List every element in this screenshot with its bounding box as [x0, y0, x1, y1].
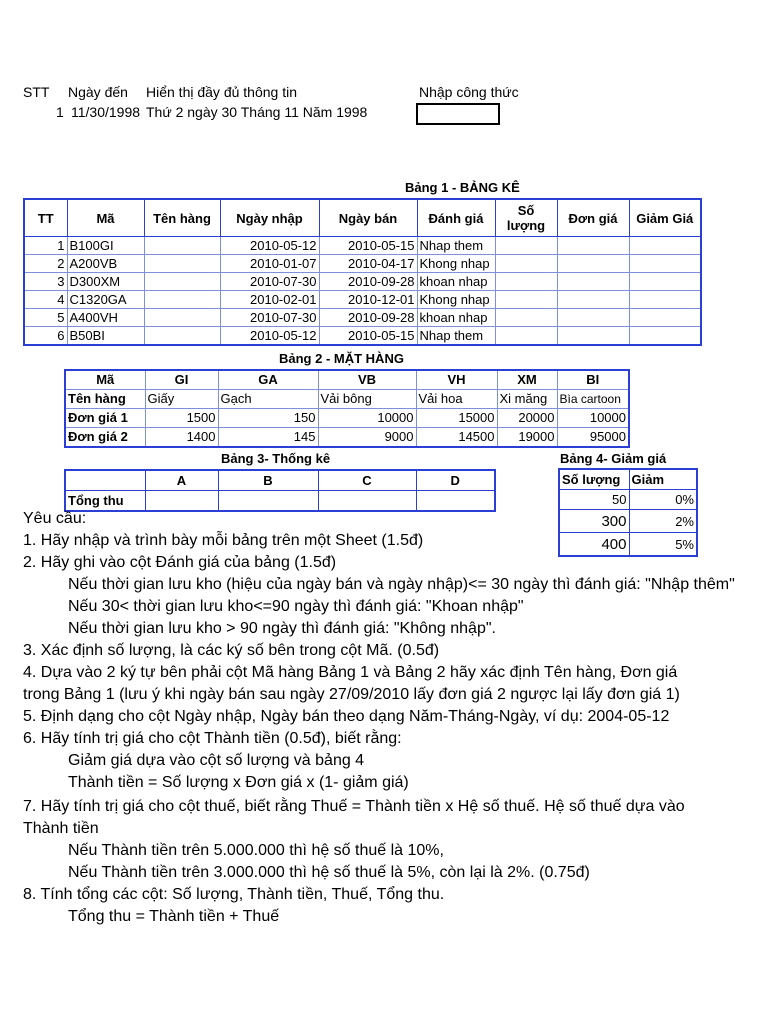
table-row	[559, 490, 697, 510]
cell-don-gia-1[interactable]: 1500	[145, 409, 218, 428]
cell-don-gia-1[interactable]: 10000	[557, 409, 629, 428]
cell-giam-gia[interactable]	[629, 291, 701, 309]
cell-danh-gia[interactable]: Khong nhap	[417, 291, 495, 309]
table1-header-cell: Đánh giá	[417, 199, 495, 237]
requirement-line: 2. Hãy ghi vào cột Đánh giá của bảng (1.5đ)	[23, 554, 337, 571]
table2-header-cell: BI	[557, 370, 629, 390]
table4-header-cell: Giảm	[629, 469, 697, 490]
requirement-line: Nếu Thành tiền trên 5.000.000 thì hệ số thuế là 10%,	[68, 842, 444, 859]
cell-giam-gia[interactable]	[629, 237, 701, 255]
cell-tt[interactable]: 2	[24, 255, 67, 273]
cell-ten-hang[interactable]: Vải bông	[318, 390, 416, 409]
cell-giam[interactable]: 2%	[629, 510, 697, 533]
table-row	[24, 255, 701, 273]
cell-ma[interactable]: A200VB	[67, 255, 144, 273]
table2-don-gia-1-row	[65, 409, 629, 428]
cell-ngay-nhap[interactable]: 2010-02-01	[220, 291, 319, 309]
table1-header-cell: Ngày nhập	[220, 199, 319, 237]
cell-ten-hang[interactable]	[144, 255, 220, 273]
cell-tt[interactable]: 4	[24, 291, 67, 309]
table3-tong-thu-row	[65, 491, 495, 512]
requirement-line: Nếu thời gian lưu kho > 90 ngày thì đánh giá: "Không nhập".	[68, 620, 496, 637]
table2-header-cell: GA	[218, 370, 318, 390]
cell-ma[interactable]: A400VH	[67, 309, 144, 327]
table1-header-cell: Ngày bán	[319, 199, 417, 237]
cell-tt[interactable]: 1	[24, 237, 67, 255]
table3-header-cell: D	[416, 470, 495, 491]
requirement-line: 8. Tính tổng các cột: Số lượng, Thành tiền, Thuế, Tổng thu.	[23, 886, 445, 903]
table-row	[24, 309, 701, 327]
table3-header-cell: A	[145, 470, 218, 491]
cell-ngay-nhap[interactable]: 2010-07-30	[220, 273, 319, 291]
ngay-den-label: Ngày đến	[68, 84, 128, 100]
row-label: Tên hàng	[65, 390, 145, 409]
requirement-line: 4. Dựa vào 2 ký tự bên phải cột Mã hàng Bảng 1 và Bảng 2 hãy xác định Tên hàng, Đơn giá	[23, 664, 678, 681]
cell-ngay-nhap[interactable]: 2010-01-07	[220, 255, 319, 273]
table2-header-cell: VH	[416, 370, 497, 390]
cell-ngay-ban[interactable]: 2010-09-28	[319, 309, 417, 327]
cell-so-luong[interactable]: 300	[559, 510, 629, 533]
table-row	[559, 510, 697, 533]
cell-ngay-nhap[interactable]: 2010-05-12	[220, 327, 319, 346]
row-label: Tổng thu	[65, 491, 145, 512]
cell-tong-thu[interactable]	[218, 491, 318, 512]
table4-title: Bảng 4- Giảm giá	[560, 451, 667, 466]
cell-ngay-ban[interactable]: 2010-05-15	[319, 327, 417, 346]
cell-don-gia[interactable]	[557, 255, 629, 273]
cell-tong-thu[interactable]	[318, 491, 416, 512]
cell-ten-hang[interactable]	[144, 273, 220, 291]
table2-header-cell: GI	[145, 370, 218, 390]
row-stt: 1	[56, 104, 64, 120]
table-row	[24, 327, 701, 346]
cell-don-gia-1[interactable]: 20000	[497, 409, 557, 428]
cell-tt[interactable]: 6	[24, 327, 67, 346]
cell-ten-hang[interactable]	[144, 291, 220, 309]
table4-header-row	[559, 469, 697, 490]
stt-label: STT	[23, 84, 50, 100]
table1-header-cell: Số lượng	[495, 199, 557, 237]
cell-danh-gia[interactable]: khoan nhap	[417, 309, 495, 327]
cell-ngay-nhap[interactable]: 2010-07-30	[220, 309, 319, 327]
cell-tong-thu[interactable]	[416, 491, 495, 512]
cell-ngay-ban[interactable]: 2010-09-28	[319, 273, 417, 291]
row-date: 11/30/1998	[71, 104, 141, 120]
table-row	[24, 273, 701, 291]
hien-thi-label: Hiển thị đầy đủ thông tin	[146, 84, 297, 100]
table3-header-cell	[65, 470, 145, 491]
requirement-line: 7. Hãy tính trị giá cho cột thuế, biết rằng Thuế = Thành tiền x Hệ số thuế. Hệ số thuế dựa vào	[23, 798, 685, 815]
cell-don-gia-2[interactable]: 19000	[497, 428, 557, 448]
cell-ngay-ban[interactable]: 2010-05-15	[319, 237, 417, 255]
cell-don-gia-1[interactable]: 15000	[416, 409, 497, 428]
cell-don-gia[interactable]	[557, 237, 629, 255]
table2-header-cell: Mã	[65, 370, 145, 390]
cell-ngay-nhap[interactable]: 2010-05-12	[220, 237, 319, 255]
cell-so-luong[interactable]	[495, 237, 557, 255]
table1-title: Bảng 1 - BẢNG KÊ	[405, 180, 520, 195]
table-row	[559, 533, 697, 557]
cell-so-luong[interactable]	[495, 327, 557, 346]
table2-header-cell: VB	[318, 370, 416, 390]
table-row	[24, 291, 701, 309]
requirement-line: 5. Định dạng cho cột Ngày nhập, Ngày bán theo dạng Năm-Tháng-Ngày, ví dụ: 2004-05-12	[23, 708, 670, 725]
cell-giam-gia[interactable]	[629, 309, 701, 327]
table2-header-cell: XM	[497, 370, 557, 390]
cell-don-gia[interactable]	[557, 291, 629, 309]
cell-danh-gia[interactable]: Khong nhap	[417, 255, 495, 273]
cell-don-gia-2[interactable]: 145	[218, 428, 318, 448]
table3	[64, 469, 496, 512]
table3-title: Bảng 3- Thống kê	[221, 451, 331, 466]
cell-ma[interactable]: D300XM	[67, 273, 144, 291]
cell-ma[interactable]: B100GI	[67, 237, 144, 255]
table-row	[24, 237, 701, 255]
cell-so-luong[interactable]: 400	[559, 533, 629, 557]
cell-ten-hang[interactable]	[144, 237, 220, 255]
table1-header-row	[24, 199, 701, 237]
requirement-line: Nếu thời gian lưu kho (hiệu của ngày bán và ngày nhập)<= 30 ngày thì đánh giá: "Nhập thêm"	[68, 576, 735, 593]
cell-ten-hang[interactable]: Vải hoa	[416, 390, 497, 409]
requirements-title: Yêu cầu:	[23, 510, 87, 527]
cell-danh-gia[interactable]: Nhap them	[417, 237, 495, 255]
requirement-line: Thành tiền	[23, 820, 99, 837]
requirement-line: Nếu 30< thời gian lưu kho<=90 ngày thì đánh giá: "Khoan nhập"	[68, 598, 524, 615]
cell-ten-hang[interactable]: Bìa cartoon	[557, 390, 629, 409]
table2-don-gia-2-row	[65, 428, 629, 448]
cell-don-gia-2[interactable]: 14500	[416, 428, 497, 448]
cell-so-luong[interactable]: 50	[559, 490, 629, 510]
cell-ten-hang[interactable]: Xi măng	[497, 390, 557, 409]
table1-header-cell: Tên hàng	[144, 199, 220, 237]
cell-giam-gia[interactable]	[629, 273, 701, 291]
table3-header-cell: C	[318, 470, 416, 491]
table2	[64, 369, 630, 448]
table1-header-cell: Đơn giá	[557, 199, 629, 237]
requirement-line: Tổng thu = Thành tiền + Thuế	[68, 908, 280, 925]
cell-don-gia-1[interactable]: 150	[218, 409, 318, 428]
requirement-line: Thành tiền = Số lượng x Đơn giá x (1- giảm giá)	[68, 774, 409, 791]
cell-giam-gia[interactable]	[629, 255, 701, 273]
row-label: Đơn giá 1	[65, 409, 145, 428]
cell-danh-gia[interactable]: khoan nhap	[417, 273, 495, 291]
cell-danh-gia[interactable]: Nhap them	[417, 327, 495, 346]
cell-tt[interactable]: 3	[24, 273, 67, 291]
table3-header-row	[65, 470, 495, 491]
formula-input-cell[interactable]	[416, 103, 500, 125]
row-label: Đơn giá 2	[65, 428, 145, 448]
cell-ngay-ban[interactable]: 2010-04-17	[319, 255, 417, 273]
requirement-line: Nếu Thành tiền trên 3.000.000 thì hệ số thuế là 5%, còn lại là 2%. (0.75đ)	[68, 864, 590, 881]
table2-title: Bảng 2 - MẶT HÀNG	[279, 351, 404, 366]
table1	[23, 198, 702, 346]
cell-don-gia[interactable]	[557, 309, 629, 327]
cell-ten-hang[interactable]: Gạch	[218, 390, 318, 409]
cell-ma[interactable]: C1320GA	[67, 291, 144, 309]
cell-ngay-ban[interactable]: 2010-12-01	[319, 291, 417, 309]
requirement-line: trong Bảng 1 (lưu ý khi ngày bán sau ngày 27/09/2010 lấy đơn giá 2 ngược lại lấy đơn giá 1)	[23, 686, 680, 703]
table3-header-cell: B	[218, 470, 318, 491]
cell-don-gia-2[interactable]: 1400	[145, 428, 218, 448]
cell-ten-hang[interactable]: Giấy	[145, 390, 218, 409]
cell-giam-gia[interactable]	[629, 327, 701, 346]
table1-header-cell: TT	[24, 199, 67, 237]
cell-tt[interactable]: 5	[24, 309, 67, 327]
table1-header-cell: Giảm Giá	[629, 199, 701, 237]
cell-don-gia-1[interactable]: 10000	[318, 409, 416, 428]
cell-so-luong[interactable]	[495, 291, 557, 309]
cell-so-luong[interactable]	[495, 255, 557, 273]
nhap-cong-thuc-label: Nhập công thức	[419, 84, 519, 100]
cell-giam[interactable]: 5%	[629, 533, 697, 557]
cell-don-gia-2[interactable]: 9000	[318, 428, 416, 448]
cell-ten-hang[interactable]	[144, 309, 220, 327]
cell-don-gia[interactable]	[557, 327, 629, 346]
requirement-line: 6. Hãy tính trị giá cho cột Thành tiền (0.5đ), biết rằng:	[23, 730, 402, 747]
row-full-text: Thứ 2 ngày 30 Tháng 11 Năm 1998	[146, 104, 368, 120]
table2-header-row	[65, 370, 629, 390]
cell-ten-hang[interactable]	[144, 327, 220, 346]
cell-tong-thu[interactable]	[145, 491, 218, 512]
table4	[558, 468, 698, 557]
table4-header-cell: Số lượng	[559, 469, 629, 490]
requirement-line: Giảm giá dựa vào cột số lượng và bảng 4	[68, 752, 365, 769]
table2-ten-hang-row	[65, 390, 629, 409]
requirement-line: 3. Xác định số lượng, là các ký số bên trong cột Mã. (0.5đ)	[23, 642, 440, 659]
cell-ma[interactable]: B50BI	[67, 327, 144, 346]
cell-so-luong[interactable]	[495, 309, 557, 327]
table1-header-cell: Mã	[67, 199, 144, 237]
cell-don-gia-2[interactable]: 95000	[557, 428, 629, 448]
cell-giam[interactable]: 0%	[629, 490, 697, 510]
cell-don-gia[interactable]	[557, 273, 629, 291]
requirement-line: 1. Hãy nhập và trình bày mỗi bảng trên một Sheet (1.5đ)	[23, 532, 424, 549]
cell-so-luong[interactable]	[495, 273, 557, 291]
